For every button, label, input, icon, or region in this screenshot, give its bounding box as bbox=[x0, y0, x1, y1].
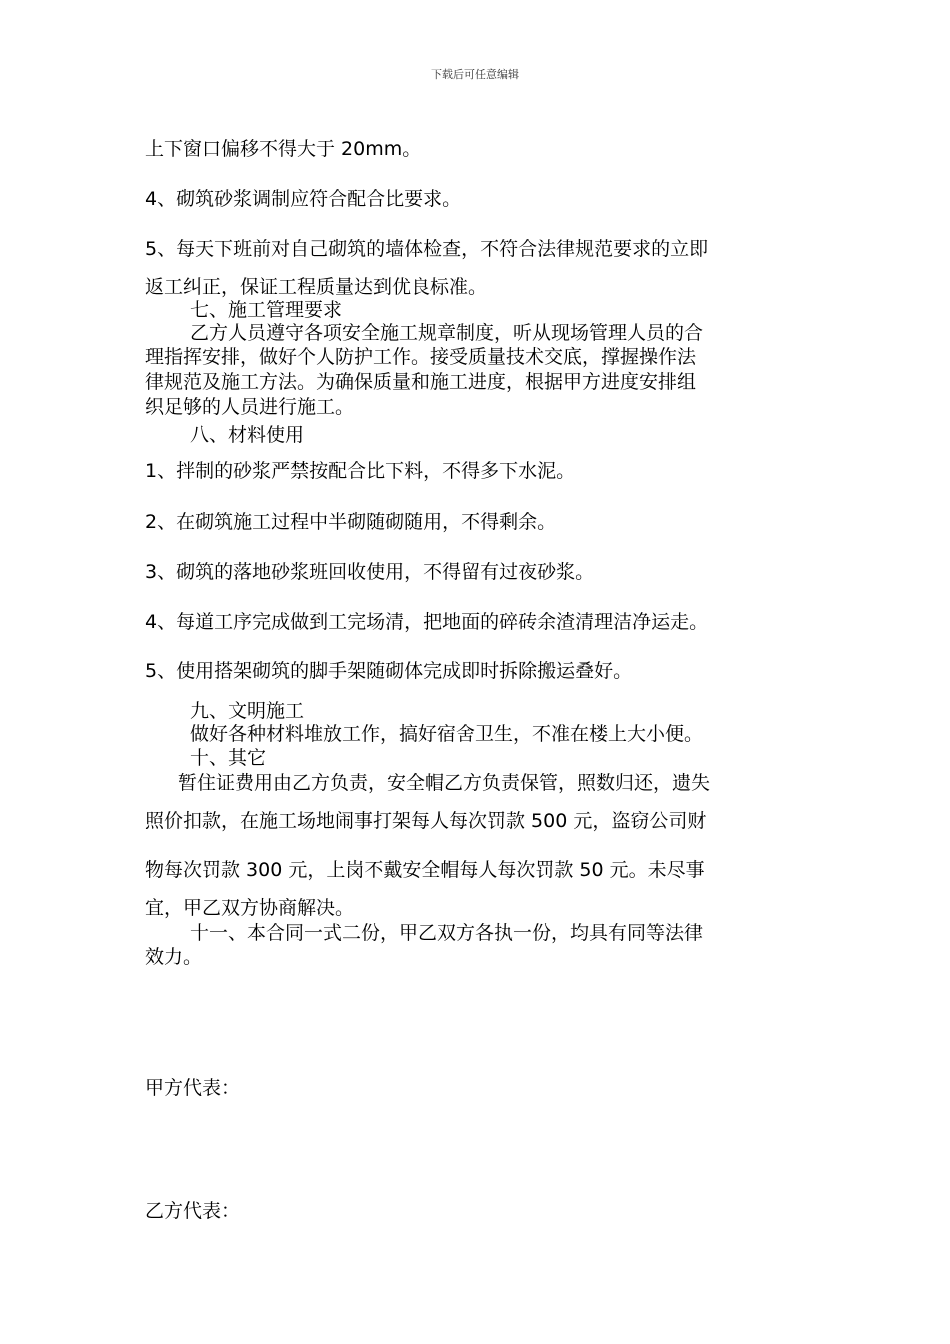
text-line: 4、每道工序完成做到工完场清，把地面的碎砖余渣清理洁净运走。 bbox=[145, 611, 709, 633]
text-line: 律规范及施工方法。为确保质量和施工进度，根据甲方进度安排组 bbox=[145, 371, 697, 393]
text-line: 理指挥安排，做好个人防护工作。接受质量技术交底，撑握操作法 bbox=[145, 346, 697, 368]
section-heading: 十、其它 bbox=[190, 747, 267, 769]
text-line: 5、使用搭架砌筑的脚手架随砌体完成即时拆除搬运叠好。 bbox=[145, 660, 633, 682]
text-line: 5、每天下班前对自己砌筑的墙体检查，不符合法律规范要求的立即 bbox=[145, 238, 709, 260]
text-line: 2、在砌筑施工过程中半砌随砌随用，不得剩余。 bbox=[145, 511, 557, 533]
text-line: 上下窗口偏移不得大于 20mm。 bbox=[145, 138, 422, 160]
text-line: 暂住证费用由乙方负责，安全帽乙方负责保管，照数归还，遗失 bbox=[178, 772, 711, 794]
section-heading: 九、文明施工 bbox=[190, 700, 305, 722]
text-line: 做好各种材料堆放工作，搞好宿舍卫生，不准在楼上大小便。 bbox=[190, 723, 704, 745]
text-line: 乙方人员遵守各项安全施工规章制度，听从现场管理人员的合 bbox=[190, 322, 704, 344]
text-line: 物每次罚款 300 元，上岗不戴安全帽每人每次罚款 50 元。未尽事 bbox=[145, 859, 705, 881]
page-header: 下载后可任意编辑 bbox=[431, 68, 519, 81]
text-line: 照价扣款，在施工场地闹事打架每人每次罚款 500 元，盗窃公司财 bbox=[145, 810, 707, 832]
text-line: 3、砌筑的落地砂浆班回收使用，不得留有过夜砂浆。 bbox=[145, 561, 595, 583]
party-a-signature-label: 甲方代表： bbox=[145, 1077, 241, 1099]
text-line: 织足够的人员进行施工。 bbox=[145, 396, 355, 418]
section-heading: 八、材料使用 bbox=[190, 424, 305, 446]
text-line: 返工纠正，保证工程质量达到优良标准。 bbox=[145, 276, 488, 298]
text-line: 宜，甲乙双方协商解决。 bbox=[145, 897, 355, 919]
party-b-signature-label: 乙方代表： bbox=[145, 1200, 241, 1222]
text-line: 十一、本合同一式二份，甲乙双方各执一份，均具有同等法律 bbox=[190, 922, 704, 944]
text-line: 效力。 bbox=[145, 946, 203, 968]
section-heading: 七、施工管理要求 bbox=[190, 299, 343, 321]
text-line: 1、拌制的砂浆严禁按配合比下料，不得多下水泥。 bbox=[145, 460, 576, 482]
text-line: 4、砌筑砂浆调制应符合配合比要求。 bbox=[145, 188, 462, 210]
